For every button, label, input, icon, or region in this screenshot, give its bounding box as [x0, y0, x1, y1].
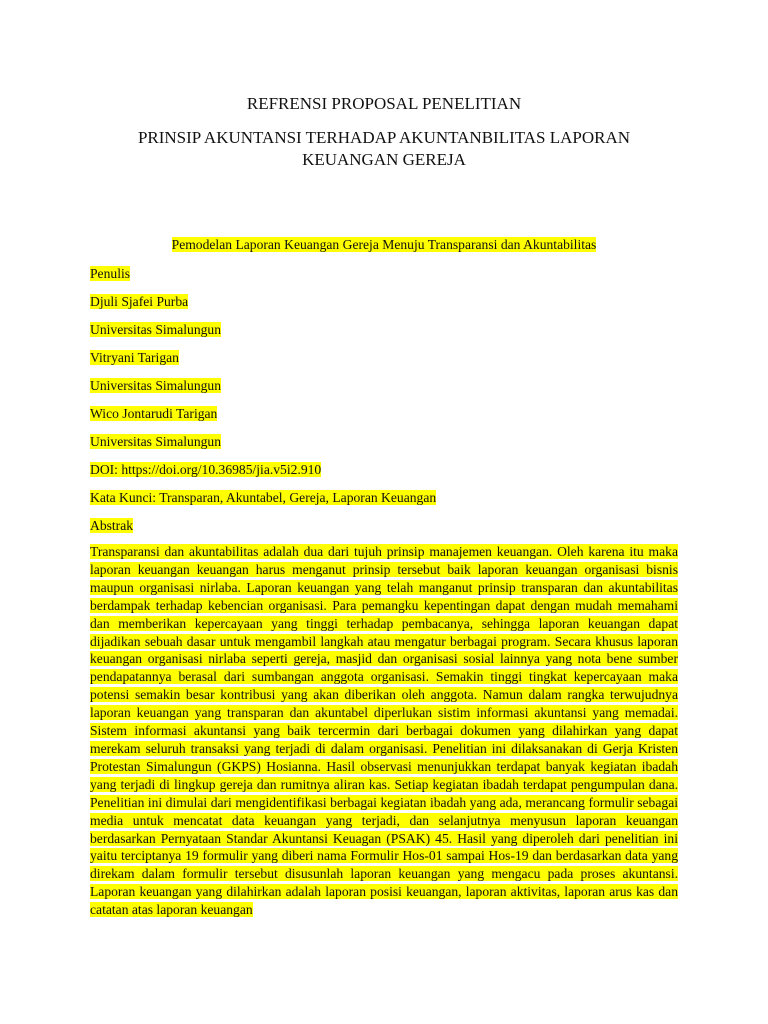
meta-text: Abstrak	[90, 518, 134, 533]
meta-line-author1	[90, 293, 188, 311]
meta-line-abstract-heading	[90, 517, 133, 535]
meta-line-doi	[90, 461, 321, 479]
meta-line-author2	[90, 349, 179, 367]
meta-line-affiliation1	[90, 321, 221, 339]
meta-line-affiliation3	[90, 433, 221, 451]
meta-line-penulis	[90, 265, 130, 283]
paper-subtitle	[90, 236, 678, 254]
abstract-text: Transparansi dan akuntabilitas adalah dua dari tujuh prinsip manajemen keuangan. Oleh karena itu maka laporan keuangan keuangan harus menganut prinsip tersebut baik laporan keuangan organisasi bisnis maupun organisasi nirlaba. Laporan keuangan yang telah manganut prinsip transparan dan akuntabilitas berdampak terhadap kebencian organisasi. Para pemangku kepentingan dapat dengan mudah memahami dan memberikan kepercayaan yang tinggi terhadap pembacanya, sehingga laporan keuangan dapat dijadikan sebuah dasar untuk mengambil langkah atau mengatur berbagai program. Secara khusus laporan keuangan organisasi nirlaba seperti gereja, masjid dan organisasi sosial lainnya yang nota bene sumber pendapatannya berasal dari sumbangan anggota organisasi. Semakin tinggi tingkat kepercayaan maka potensi semakin besar kontribusi yang akan diberikan oleh anggota. Namun dalam rangka terwujudnya laporan keuangan yang transparan dan akuntabel diperlukan sistim informasi akuntansi yang memadai. Sistem informasi akuntansi yang baik tercermin dari berbagai dokumen yang dilahirkan yang dapat merekam seluruh transaksi yang terjadi di dalam organisasi. Penelitian ini dilaksanakan di Gerja Kristen Protestan Simalungun (GKPS) Hosianna. Hasil observasi menunjukkan terdapat banyak kegiatan ibadah yang terjadi di lingkup gereja dan rumitnya aliran kas. Setiap kegiatan ibadah terdapat pengumpulan dana. Penelitian ini dimulai dari mengidentifikasi berbagai kegiatan ibadah yang ada, merancang formulir sebagai media untuk mencatat data keuangan yang terjadi, dan selanjutnya menyusun laporan keuangan berdasarkan Pernyataan Standar Akuntansi Keuagan (PSAK) 45. Hasil yang diperoleh dari penelitian ini yaitu terciptanya 19 formulir yang diberi nama Formulir Hos-01 sampai Hos-19 dan berdasarkan data yang direkam dalam formulir tersebut disusunlah laporan keuangan yang mengacu pada proses akuntansi. Laporan keuangan yang dilahirkan adalah laporan posisi keuangan, laporan aktivitas, laporan arus kas dan catatan atas laporan keuangan	[90, 544, 678, 918]
document-title-line1: REFRENSI PROPOSAL PENELITIAN	[246, 94, 522, 113]
meta-text: Universitas Simalungun	[90, 322, 222, 337]
meta-text: Kata Kunci: Transparan, Akuntabel, Gereja, Laporan Keuangan	[90, 490, 437, 505]
abstract-body	[90, 543, 678, 919]
meta-text: Penulis	[90, 266, 131, 281]
meta-line-affiliation2	[90, 377, 221, 395]
document-page	[90, 0, 678, 1024]
meta-text: Wico Jontarudi Tarigan	[90, 406, 218, 421]
meta-text: Djuli Sjafei Purba	[90, 294, 189, 309]
meta-text: DOI: https://doi.org/10.36985/jia.v5i2.910	[90, 462, 322, 477]
meta-line-keywords	[90, 489, 436, 507]
paper-subtitle-text: Pemodelan Laporan Keuangan Gereja Menuju Transparansi dan Akuntabilitas	[171, 237, 597, 252]
meta-text: Universitas Simalungun	[90, 434, 222, 449]
meta-text: Universitas Simalungun	[90, 378, 222, 393]
document-title-line2: PRINSIP AKUNTANSI TERHADAP AKUNTANBILITAS LAPORAN KEUANGAN GEREJA	[137, 128, 631, 169]
meta-line-author3	[90, 405, 217, 423]
meta-text: Vitryani Tarigan	[90, 350, 179, 365]
